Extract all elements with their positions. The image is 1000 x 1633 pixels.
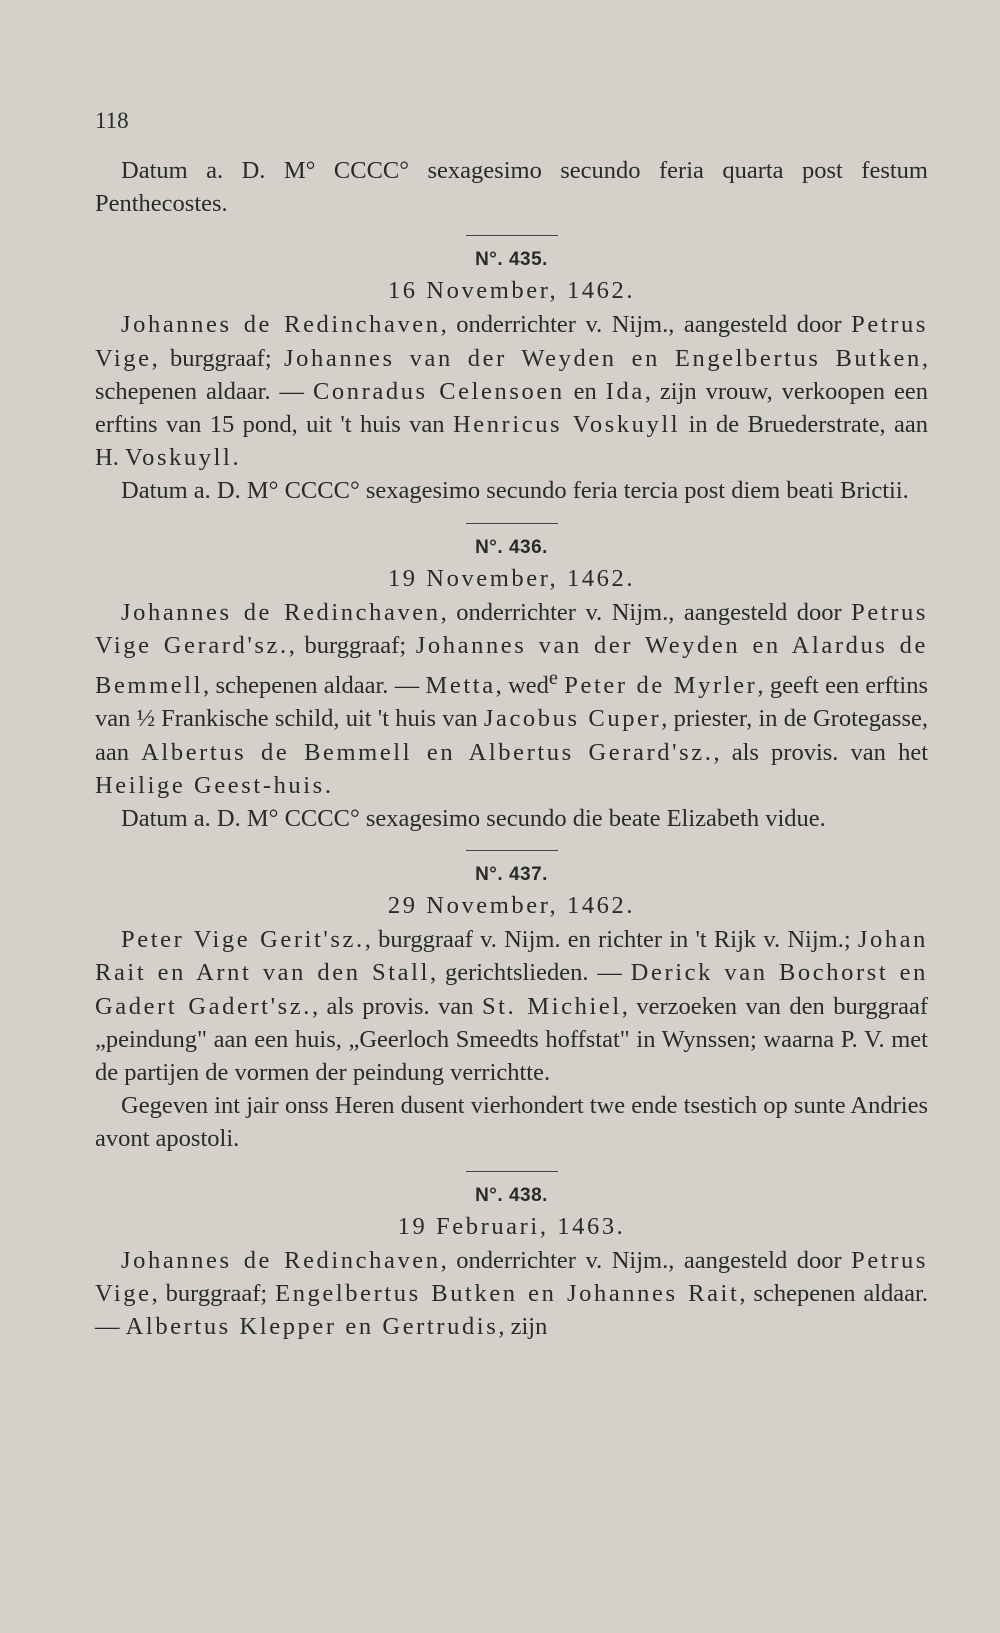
entry-number: N°. 438. (475, 1184, 548, 1206)
datum-line: Datum a. D. M° CCCC° sexagesimo secundo feria quarta post festum Penthecostes. (95, 157, 928, 218)
name: Johannes van der Weyden en Engelbertus Butken (284, 344, 922, 372)
name: Ida (605, 377, 645, 405)
name: Heilige Geest-huis (95, 771, 325, 799)
name: St. Michiel (481, 992, 622, 1020)
name: Henricus Voskuyll (452, 411, 681, 439)
entry-date: 16 November, 1462. (387, 277, 636, 305)
page-text (95, 154, 928, 1343)
name: Albertus Klepper en Gertrudis (125, 1313, 499, 1341)
datum-line: Datum a. D. M° CCCC° sexagesimo secundo feria tercia post diem beati Brictii. (121, 477, 909, 505)
name: Peter de Myrler (564, 672, 758, 700)
name: Peter Vige Gerit'sz. (121, 926, 365, 954)
entry-body: Johannes de Redinchaven, onderrichter v. Nijm., aangesteld door Petrus Vige, burggraaf; Johannes van der Weyden en Engelbertus Butken, schepenen aldaar. — Conradus Celensoen en Ida, zijn vrouw, verkoopen een erftins van 15 pond, uit 't huis van Henricus Voskuyll in de Bruederstrate, aan H. Voskuyll. (95, 311, 928, 472)
separator-rule (466, 850, 558, 851)
name: Conradus Celensoen (312, 377, 565, 405)
name: Engelbertus Butken en Johannes Rait (275, 1279, 740, 1307)
name: Petrus Vige (95, 311, 928, 372)
name: Voskuyll (124, 444, 233, 472)
page-number: 118 (95, 108, 129, 133)
name: Albertus de Bemmell en Albertus Gerard'sz. (141, 738, 714, 766)
name: Johannes van der Weyden en Alardus de Bemmell (95, 631, 929, 700)
name: Johannes de Redinchaven (121, 598, 441, 626)
entry-date: 19 November, 1462. (387, 564, 636, 592)
datum-line: Datum a. D. M° CCCC° sexagesimo secundo die beate Elizabeth vidue. (121, 805, 826, 832)
name: Jacobus Cuper (483, 705, 662, 733)
datum-line: Gegeven int jair onss Heren dusent vierhondert twe ende tsestich op sunte Andries avont apostoli. (95, 1092, 928, 1153)
separator-rule (466, 523, 558, 524)
name: Johannes de Redinchaven (121, 311, 441, 339)
entry-number: N°. 435. (475, 249, 548, 271)
separator-rule (466, 235, 558, 236)
entry-body: Johannes de Redinchaven, onderrichter v. Nijm., aangesteld door Petrus Vige, burggraaf; Engelbertus Butken en Johannes Rait, schepenen aldaar. — Albertus Klepper en Gertrudis, zijn (95, 1246, 928, 1341)
entry-date: 19 Februari, 1463. (397, 1212, 626, 1240)
name: Petrus Vige (95, 1246, 928, 1307)
entry-body: Peter Vige Gerit'sz., burggraaf v. Nijm. en richter in 't Rijk v. Nijm.; Johan Rait en Arnt van den Stall, gerichtslieden. — Derick van Bochorst en Gadert Gadert'sz., als provis. van St. Michiel, verzoeken van den burggraaf „peindung" aan een huis, „Geerloch Smeedts hoffstat" in Wynssen; waarna P. V. met de partijen de vormen der peindung verrichtte. (95, 926, 929, 1087)
entry-body: Johannes de Redinchaven, onderrichter v. Nijm., aangesteld door Petrus Vige Gerard'sz., burggraaf; Johannes van der Weyden en Alardus de Bemmell, schepenen aldaar. — Metta, wed$^e$ Peter de Myrler, geeft een erftins van ½ Frankische schild, uit 't huis van Jacobus Cuper, priester, in de Grotegasse, aan Albertus de Bemmell en Albertus Gerard'sz., als provis. van het Heilige Geest-huis. (95, 598, 929, 799)
separator-rule (466, 1171, 558, 1172)
entry-date: 29 November, 1462. (387, 892, 636, 920)
name: Petrus Vige Gerard'sz. (95, 598, 928, 659)
name: Derick van Bochorst en Gadert Gadert'sz. (95, 959, 929, 1020)
entry-number: N°. 436. (475, 536, 548, 558)
name: Johannes de Redinchaven (121, 1246, 441, 1274)
name: Johan Rait en Arnt van den Stall (95, 926, 929, 987)
name: Metta (425, 672, 496, 700)
entry-number: N°. 437. (475, 864, 548, 886)
